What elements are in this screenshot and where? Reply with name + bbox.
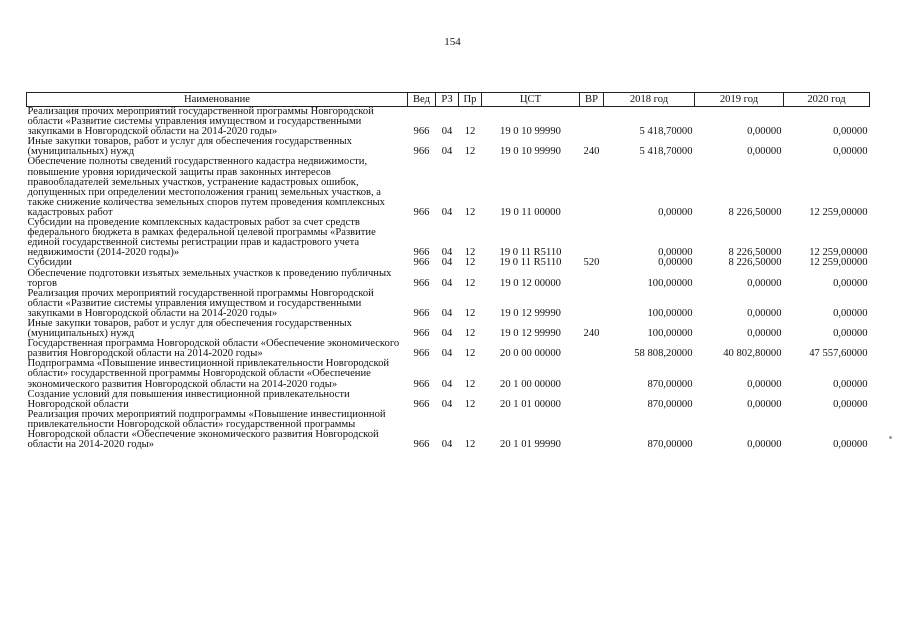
row-2019: 0,00000: [747, 398, 782, 410]
row-rz: 04: [441, 348, 453, 360]
header-cst: ЦСТ: [482, 93, 580, 107]
row-pr: 12: [464, 439, 476, 451]
row-ved: 966: [413, 206, 430, 218]
table-row: [27, 269, 870, 289]
row-2019: 8 226,50000: [728, 247, 782, 259]
table-body: [27, 107, 870, 451]
header-name: Наименование: [27, 93, 408, 107]
row-name: Реализация прочих мероприятий государственной программы Новгородской области «Развитие системы управления имуществом и государственными закупками в Новгородской области на 2014-2020 годы»: [27, 287, 374, 319]
row-ved: 966: [413, 146, 430, 158]
table-row: [27, 157, 870, 218]
table-row: [27, 289, 870, 319]
row-rz: 04: [441, 398, 453, 410]
row-name: Реализация прочих мероприятий государственной программы Новгородской области «Развитие системы управления имуществом и государственными закупками в Новгородской области на 2014-2020 годы»: [27, 106, 374, 138]
row-vr: [580, 157, 604, 218]
row-ved: 966: [413, 378, 430, 390]
row-2020: 0,00000: [833, 146, 868, 158]
row-2020: 47 557,60000: [809, 348, 868, 360]
row-2019: 8 226,50000: [728, 206, 782, 218]
row-vr: [580, 339, 604, 359]
row-2019: 0,00000: [747, 307, 782, 319]
scan-artifact-dot: [889, 436, 892, 439]
row-2019: 0,00000: [747, 277, 782, 289]
table-row: [27, 359, 870, 389]
header-pr: Пр: [459, 93, 482, 107]
row-name: Обеспечение подготовки изъятых земельных участков к проведению публичных торгов: [27, 267, 392, 289]
row-2020: 12 259,00000: [809, 247, 868, 259]
row-2018: 0,00000: [658, 247, 693, 259]
row-vr: [580, 107, 604, 138]
row-ved: 966: [413, 247, 430, 259]
header-2019: 2019 год: [695, 93, 784, 107]
row-name: Иные закупки товаров, работ и услуг для обеспечения государственных (муниципальных) нужд: [27, 317, 352, 340]
row-pr: 12: [464, 378, 476, 390]
row-2018: 870,00000: [647, 439, 693, 451]
row-name: Субсидии на проведение комплексных кадастровых работ за счет средств федерального бюджета в рамках федеральной целевой программы «Развитие единой государственной системы регистрации прав и кадастрового учета недвижимости (2014-2020 годы)»: [27, 217, 376, 259]
row-2020: 0,00000: [833, 378, 868, 390]
row-2018: 58 808,20000: [634, 348, 693, 360]
row-cst: 19 0 12 99990: [500, 328, 561, 340]
row-pr: 12: [464, 146, 476, 158]
row-vr: 520: [583, 257, 600, 269]
row-name: Создание условий для повышения инвестиционной привлекательности Новгородской области: [27, 388, 350, 410]
row-2019: 0,00000: [747, 146, 782, 158]
row-vr: 240: [583, 328, 600, 340]
row-pr: 12: [464, 126, 476, 138]
table-row: [27, 390, 870, 410]
table-row: [27, 258, 870, 268]
row-cst: 19 0 10 99990: [500, 126, 561, 138]
row-2019: 0,00000: [747, 126, 782, 138]
row-cst: 19 0 12 99990: [500, 307, 561, 319]
row-vr: [580, 359, 604, 389]
row-rz: 04: [441, 257, 453, 269]
row-pr: 12: [464, 206, 476, 218]
row-ved: 966: [413, 277, 430, 289]
row-2018: 5 418,70000: [639, 146, 693, 158]
row-2020: 0,00000: [833, 126, 868, 138]
row-name: Субсидии: [27, 257, 72, 269]
row-2018: 100,00000: [647, 277, 693, 289]
table-row: [27, 319, 870, 339]
row-cst: 19 0 11 R5110: [499, 257, 562, 269]
row-rz: 04: [441, 247, 453, 259]
table-header: [27, 93, 870, 107]
row-rz: 04: [441, 277, 453, 289]
row-pr: 12: [464, 398, 476, 410]
header-ved: Вед: [408, 93, 436, 107]
row-2019: 0,00000: [747, 439, 782, 451]
row-pr: 12: [464, 307, 476, 319]
row-name: Государственная программа Новгородской области «Обеспечение экономического развития Новгородской области на 2014-2020 годы»: [27, 338, 400, 360]
row-cst: 19 0 11 R5110: [499, 247, 562, 259]
row-name: Подпрограмма «Повышение инвестиционной привлекательности Новгородской области» государственной программы Новгородской области «Обеспечение экономического развития Новгородской области на 2014-2020 годы»: [27, 358, 390, 390]
row-2020: 0,00000: [833, 307, 868, 319]
row-2020: 0,00000: [833, 398, 868, 410]
table-row: [27, 339, 870, 359]
header-2018: 2018 год: [604, 93, 695, 107]
row-ved: 966: [413, 348, 430, 360]
row-2018: 5 418,70000: [639, 126, 693, 138]
row-2020: 12 259,00000: [809, 206, 868, 218]
row-name: Иные закупки товаров, работ и услуг для обеспечения государственных (муниципальных) нужд: [27, 136, 352, 158]
row-ved: 966: [413, 126, 430, 138]
row-rz: 04: [441, 206, 453, 218]
row-pr: 12: [464, 277, 476, 289]
header-2020: 2020 год: [784, 93, 870, 107]
row-rz: 04: [441, 328, 453, 340]
row-2020: 12 259,00000: [809, 257, 868, 269]
row-rz: 04: [441, 378, 453, 390]
table-row: [27, 107, 870, 138]
row-ved: 966: [413, 398, 430, 410]
row-cst: 20 1 01 00000: [500, 398, 561, 410]
row-vr: [580, 218, 604, 258]
header-rz: РЗ: [436, 93, 459, 107]
table-row: [27, 410, 870, 450]
row-cst: 20 0 00 00000: [500, 348, 561, 360]
row-rz: 04: [441, 439, 453, 451]
row-cst: 19 0 11 00000: [500, 206, 561, 218]
row-2020: 0,00000: [833, 328, 868, 340]
budget-table: [26, 92, 870, 450]
header-vr: ВР: [580, 93, 604, 107]
row-2019: 8 226,50000: [728, 257, 782, 269]
row-ved: 966: [413, 307, 430, 319]
row-2018: 0,00000: [658, 206, 693, 218]
row-rz: 04: [441, 126, 453, 138]
row-vr: [580, 410, 604, 450]
row-rz: 04: [441, 307, 453, 319]
row-2019: 0,00000: [747, 378, 782, 390]
row-cst: 19 0 12 00000: [500, 277, 561, 289]
row-2020: 0,00000: [833, 277, 868, 289]
row-name: Обеспечение полноты сведений государственного кадастра недвижимости, повышение уровня юридической защиты прав законных интересов правообладателей земельных участков, устранение кадастровых ошибок, допущенных при определении местоположения границ земельных участков, а также снижение количества земельных споров путем проведения комплексных кадастровых работ: [27, 156, 385, 218]
row-2019: 40 802,80000: [723, 348, 782, 360]
row-ved: 966: [413, 439, 430, 451]
row-pr: 12: [464, 247, 476, 259]
row-vr: [580, 269, 604, 289]
row-rz: 04: [441, 146, 453, 158]
row-ved: 966: [413, 328, 430, 340]
row-2019: 0,00000: [747, 328, 782, 340]
row-2018: 100,00000: [647, 328, 693, 340]
row-2018: 870,00000: [647, 398, 693, 410]
row-2018: 870,00000: [647, 378, 693, 390]
row-vr: 240: [583, 146, 600, 158]
row-pr: 12: [464, 348, 476, 360]
row-name: Реализация прочих мероприятий подпрограммы «Повышение инвестиционной привлекательности Новгородской области» государственной программы Новгородской области «Обеспечение экономического развития Новгородской области на 2014-2020 годы»: [27, 408, 386, 451]
row-2018: 100,00000: [647, 307, 693, 319]
row-cst: 19 0 10 99990: [500, 146, 561, 158]
table-row: [27, 137, 870, 157]
row-ved: 966: [413, 257, 430, 269]
row-2018: 0,00000: [658, 257, 693, 269]
table-row: [27, 218, 870, 258]
row-pr: 12: [464, 257, 476, 269]
row-vr: [580, 289, 604, 319]
row-2020: 0,00000: [833, 439, 868, 451]
row-cst: 20 1 01 99990: [500, 439, 561, 451]
row-pr: 12: [464, 328, 476, 340]
row-vr: [580, 390, 604, 410]
page-number: 154: [444, 36, 461, 48]
row-cst: 20 1 00 00000: [500, 378, 561, 390]
